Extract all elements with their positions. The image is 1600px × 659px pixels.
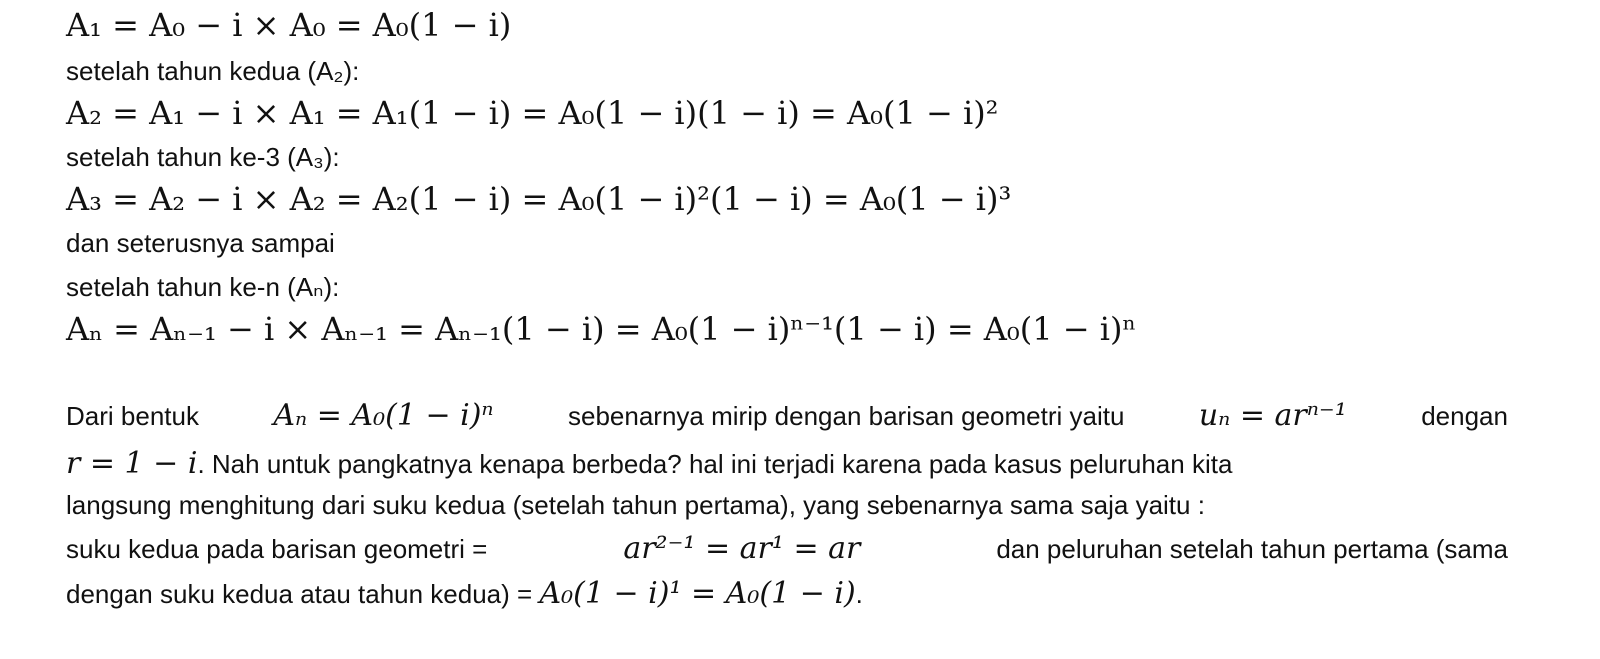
paragraph-text: . [855,579,863,609]
equation-a3: A₃ = A₂ − i × A₂ = A₂(1 − i) = A₀(1 − i)²(1 − i) = A₀(1 − i)³ [66,180,1012,218]
inline-formula: uₙ = arⁿ⁻¹ [1198,398,1347,433]
equation-an: Aₙ = Aₙ₋₁ − i × Aₙ₋₁ = Aₙ₋₁(1 − i) = A₀(1 − i)ⁿ⁻¹(1 − i) = A₀(1 − i)ⁿ [66,310,1137,348]
paragraph-line-1 [66,398,1508,433]
paragraph-text: dengan [1421,401,1508,431]
paragraph-text: dan peluruhan setelah tahun pertama (sama [996,534,1508,564]
equation-a1: A₁ = A₀ − i × A₀ = A₀(1 − i) [66,6,512,44]
paragraph-text: suku kedua pada barisan geometri = [66,534,488,564]
caption-year-three: setelah tahun ke-3 (A₃): [66,142,340,172]
caption-year-n: setelah tahun ke-n (Aₙ): [66,272,340,302]
caption-year-two: setelah tahun kedua (A₂): [66,56,360,86]
paragraph-text: sebenarnya mirip dengan barisan geometri yaitu [568,401,1125,431]
paragraph-text: Dari bentuk [66,401,199,431]
equation-a2: A₂ = A₁ − i × A₁ = A₁(1 − i) = A₀(1 − i)(1 − i) = A₀(1 − i)² [66,94,999,132]
inline-formula: r = 1 − i [66,446,198,481]
paragraph-text: dengan suku kedua atau tahun kedua) = [66,579,533,609]
caption-and-so-on: dan seterusnya sampai [66,228,335,258]
paragraph-line-4 [66,531,1508,566]
paragraph-text: . Nah untuk pangkatnya kenapa berbeda? hal ini terjadi karena pada kasus peluruhan kita [197,449,1233,479]
paragraph-line-2 [66,446,1232,481]
paragraph-line-3: langsung menghitung dari suku kedua (setelah tahun pertama), yang sebenarnya sama saja yaitu : [66,490,1205,520]
inline-formula: Aₙ = A₀(1 − i)ⁿ [273,398,494,433]
inline-formula: A₀(1 − i)¹ = A₀(1 − i) [539,576,856,611]
paragraph-line-5 [66,576,863,611]
inline-formula: ar²⁻¹ = ar¹ = ar [623,531,861,566]
